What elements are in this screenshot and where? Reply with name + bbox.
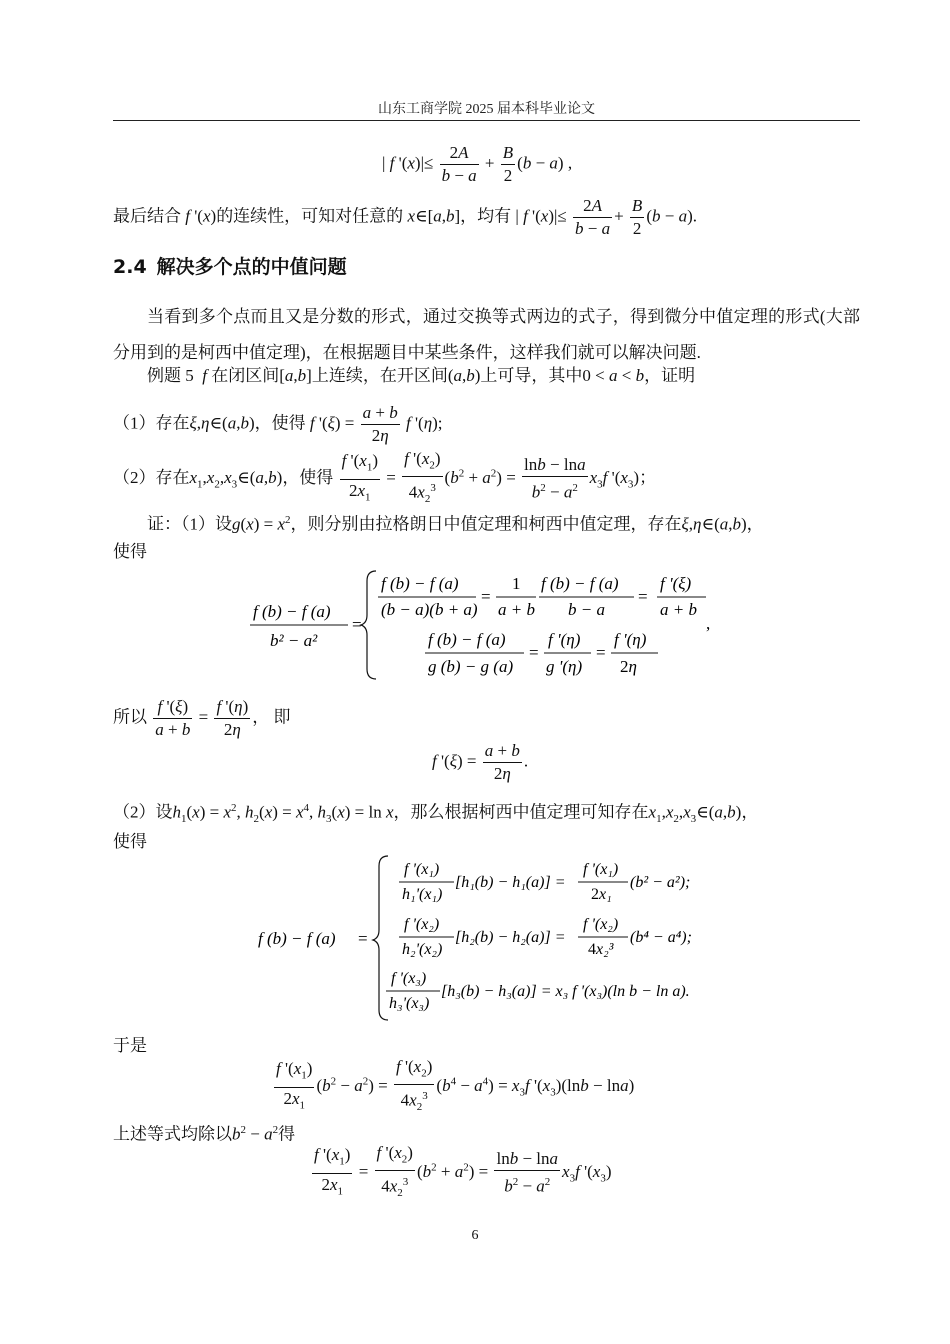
- svg-text:4x₂³: 4x₂³: [588, 941, 614, 958]
- divide-line: 上述等式均除以$b^2 - a^2$得: [113, 1124, 296, 1144]
- shi-de-2: 使得: [113, 832, 147, 851]
- final-statement: 最后结合 f '(x)的连续性，可知对任意的 x∈[a,b]，均有 | f '(x)|≤ $\frac{2A}{b - a}$ + $\frac{B}{2}$ (b − a).: [113, 196, 697, 238]
- svg-text:[h₁(b) − h₁(a)] =: [h₁(b) − h₁(a)] =: [455, 874, 566, 891]
- svg-text:f '(x₁): f '(x₁): [404, 861, 440, 878]
- svg-text:[h₂(b) − h₂(a)] =: [h₂(b) − h₂(a)] =: [455, 929, 566, 946]
- svg-text:=: =: [529, 643, 539, 662]
- equation-combined: $\frac{f '(x_1)}{2x_1}$ $(b^2 - a^2)$ = $\frac{f '(x_2)}{4x_2^3}$ $(b^4 - a^4) = x_3f$ '$(x_3)(\ln b - \ln a)$: [276, 1057, 635, 1114]
- item-1: （1）存在ξ,η∈(a,b)，使得 f '(ξ) = $\frac{a + b}{2\eta}$ f '(η);: [113, 403, 443, 445]
- svg-text:f '(x₃): f '(x₃): [391, 970, 427, 987]
- page-number: 6: [471, 1228, 479, 1243]
- svg-text:f (b) − f (a): f (b) − f (a): [381, 574, 459, 593]
- page-header: 山东工商学院 2025 届本科毕业论文: [378, 102, 595, 117]
- svg-text:h₁'(x₁): h₁'(x₁): [402, 886, 443, 903]
- svg-text:=: =: [358, 929, 368, 948]
- section-title: 解决多个点的中值问题: [156, 256, 347, 278]
- svg-text:1: 1: [512, 574, 521, 593]
- shi-de-1: 使得: [113, 542, 147, 561]
- example-statement: 例题 5 f 在闭区间[a,b]上连续，在开区间(a,b)上可导，其中0 < a < b，证明: [147, 366, 696, 385]
- proof-part-2: （2）设$h_1(x) = x^2$, $h_2(x) = x^4$, $h_3(x) = \ln x$，那么根据柯西中值定理可知存在$x_1,x_2,x_3\in(a,b)$，: [113, 802, 759, 826]
- svg-text:=: =: [596, 643, 606, 662]
- svg-text:f '(x₂): f '(x₂): [404, 916, 440, 933]
- svg-text:b² − a²: b² − a²: [270, 631, 318, 650]
- svg-text:(b − a)(b + a): (b − a)(b + a): [381, 600, 478, 619]
- yushi: 于是: [113, 1036, 147, 1055]
- svg-text:f '(x₂): f '(x₂): [583, 916, 619, 933]
- therefore-line: 所以 $\frac{f '(\xi)}{a + b}$ = $\frac{f '(\eta)}{2\eta}$ ， 即: [113, 697, 291, 739]
- section-number: 2.4: [113, 256, 147, 278]
- svg-text:h₃'(x₃): h₃'(x₃): [389, 995, 430, 1012]
- item-2: （2）存在$x_1,x_2,x_3\in(a,b)$，使得 $\frac{f '(x_1)}{2x_1}$ = $\frac{f '(x_2)}{4x_2^3}$ $(b^2 + a^2)$ = $\frac{\ln b - \ln a}{b^2 - a^2}$ $x_3f$ '$(x_3)$；: [113, 449, 657, 506]
- paragraph-intro: 当看到多个点而且又是分数的形式，通过交换等式两边的式子，得到微分中值定理的形式(大部分用到的是柯西中值定理)，在根据题目中某些条件，这样我们就可以解决问题.: [113, 307, 860, 362]
- equation-result-1: f '(ξ) = $\frac{a + b}{2\eta}$ .: [432, 741, 529, 783]
- section-heading: [113, 252, 347, 279]
- svg-text:g (b) − g (a): g (b) − g (a): [428, 657, 514, 676]
- svg-text:=: =: [481, 587, 491, 606]
- svg-text:=: =: [352, 615, 362, 634]
- svg-text:[h₃(b) − h₃(a)] = x₃ f '(x₃)(l: [h₃(b) − h₃(a)] = x₃ f '(x₃)(ln b − ln a).: [441, 983, 690, 1000]
- svg-text:f '(η): f '(η): [548, 630, 581, 649]
- svg-text:f '(ξ): f '(ξ): [660, 574, 692, 593]
- proof-part-1: 证：（1）设$g(x) = x^2$，则分别由拉格朗日中值定理和柯西中值定理，存在ξ,η∈(a,b)，: [147, 514, 764, 534]
- equation-system-1: [248, 565, 718, 685]
- header-rule: [113, 120, 860, 121]
- svg-text:f (b) − f (a): f (b) − f (a): [541, 574, 619, 593]
- svg-text:2x₁: 2x₁: [591, 886, 612, 903]
- svg-text:a + b: a + b: [498, 600, 535, 619]
- equation-bound: | f '(x)|≤ $\frac{2A}{b - a}$ + $\frac{B}{2}$ (b − a) ,: [382, 143, 573, 185]
- equation-final: $\frac{f '(x_1)}{2x_1}$ = $\frac{f '(x_2)}{4x_2^3}$ $(b^2 + a^2)$ = $\frac{\ln b - \ln a}{b^2 - a^2}$ $x_3f$ '$(x_3)$: [314, 1143, 612, 1200]
- svg-text:f '(x₁): f '(x₁): [583, 861, 619, 878]
- equation-system-2: [258, 852, 708, 1024]
- svg-text:=: =: [638, 587, 648, 606]
- svg-text:2η: 2η: [620, 657, 637, 676]
- svg-text:(b⁴ − a⁴);: (b⁴ − a⁴);: [630, 929, 692, 946]
- svg-text:g '(η): g '(η): [546, 657, 583, 676]
- svg-text:(b² − a²);: (b² − a²);: [630, 874, 691, 891]
- svg-text:f '(η): f '(η): [614, 630, 647, 649]
- svg-text:,: ,: [706, 614, 711, 633]
- svg-text:f (b) − f (a): f (b) − f (a): [253, 602, 331, 621]
- svg-text:b − a: b − a: [568, 600, 605, 619]
- svg-text:f (b) − f (a): f (b) − f (a): [428, 630, 506, 649]
- svg-text:a + b: a + b: [660, 600, 697, 619]
- svg-text:f (b) − f (a): f (b) − f (a): [258, 929, 336, 948]
- svg-text:h₂'(x₂): h₂'(x₂): [402, 941, 443, 958]
